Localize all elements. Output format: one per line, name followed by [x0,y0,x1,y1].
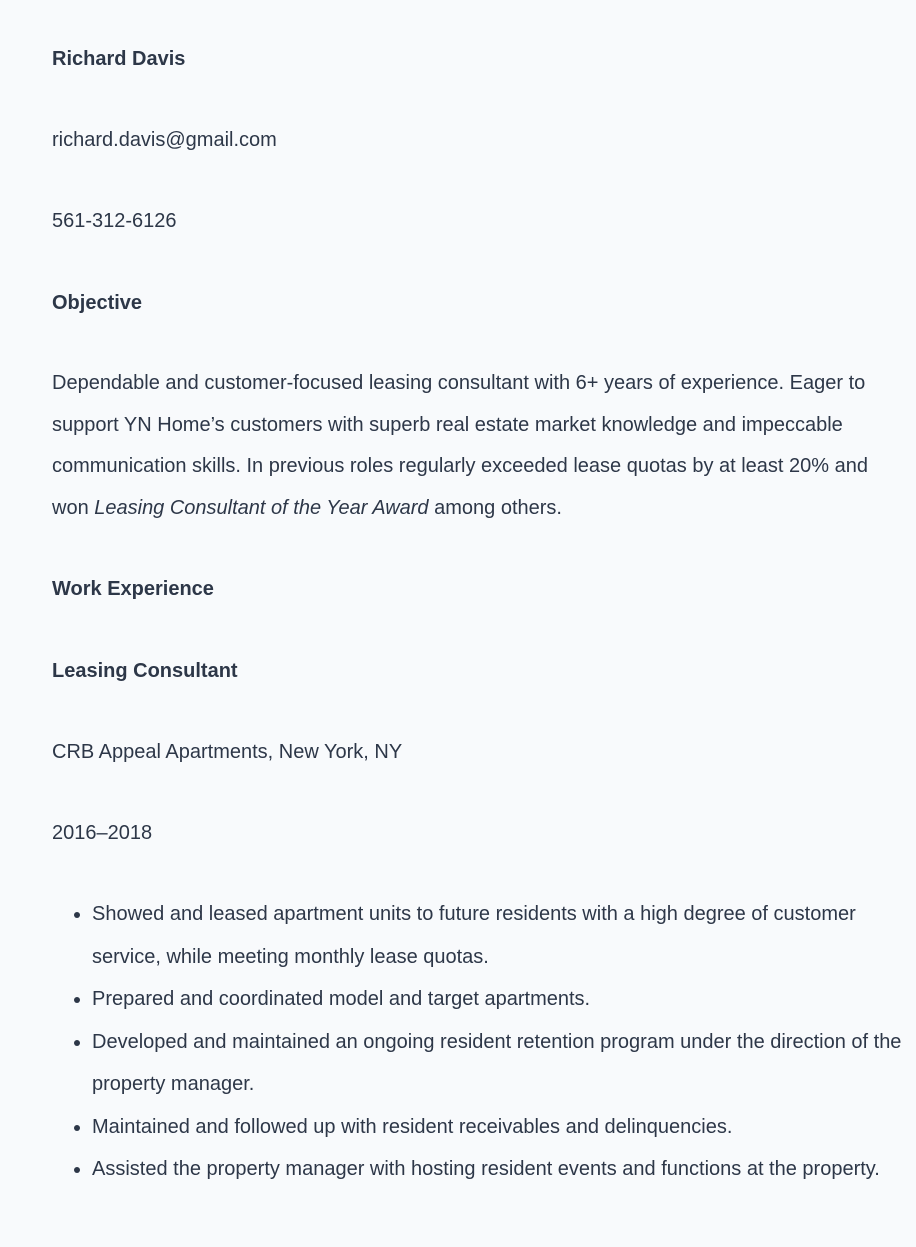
objective-paragraph [52,363,897,529]
objective-heading: Objective [52,292,143,314]
duty-item: • Maintained and followed up with resident receivables and delinquencies. [92,1106,912,1149]
objective-award: Leasing Consultant of the Year Award [94,496,429,519]
company-location: CRB Appeal Apartments, New York, NY [52,741,403,763]
job-title: Leasing Consultant [52,660,238,682]
candidate-name: Richard Davis [52,48,186,70]
work-experience-heading: Work Experience [52,578,214,600]
duties-list [52,893,912,1191]
duty-item: • Showed and leased apartment units to future residents with a high degree of customer service, while meeting monthly lease quotas. [92,893,912,978]
candidate-phone: 561-312-6126 [52,210,177,232]
objective-text-end: among others. [428,496,562,519]
candidate-email: richard.davis@gmail.com [52,129,277,151]
duty-item: • Assisted the property manager with hosting resident events and functions at the property. [92,1148,912,1191]
employment-dates: 2016–2018 [52,822,153,844]
objective-text-start: Dependable and customer-focused leasing consultant with 6+ years of experience. Eager to support YN Home’s customers with superb real estate market knowledge and impeccable communication skills. In previous roles regularly exceeded lease quotas by at least 20% and won [52,372,868,519]
duty-item: • Developed and maintained an ongoing resident retention program under the direction of the property manager. [92,1021,912,1106]
duty-item: • Prepared and coordinated model and target apartments. [92,978,912,1021]
